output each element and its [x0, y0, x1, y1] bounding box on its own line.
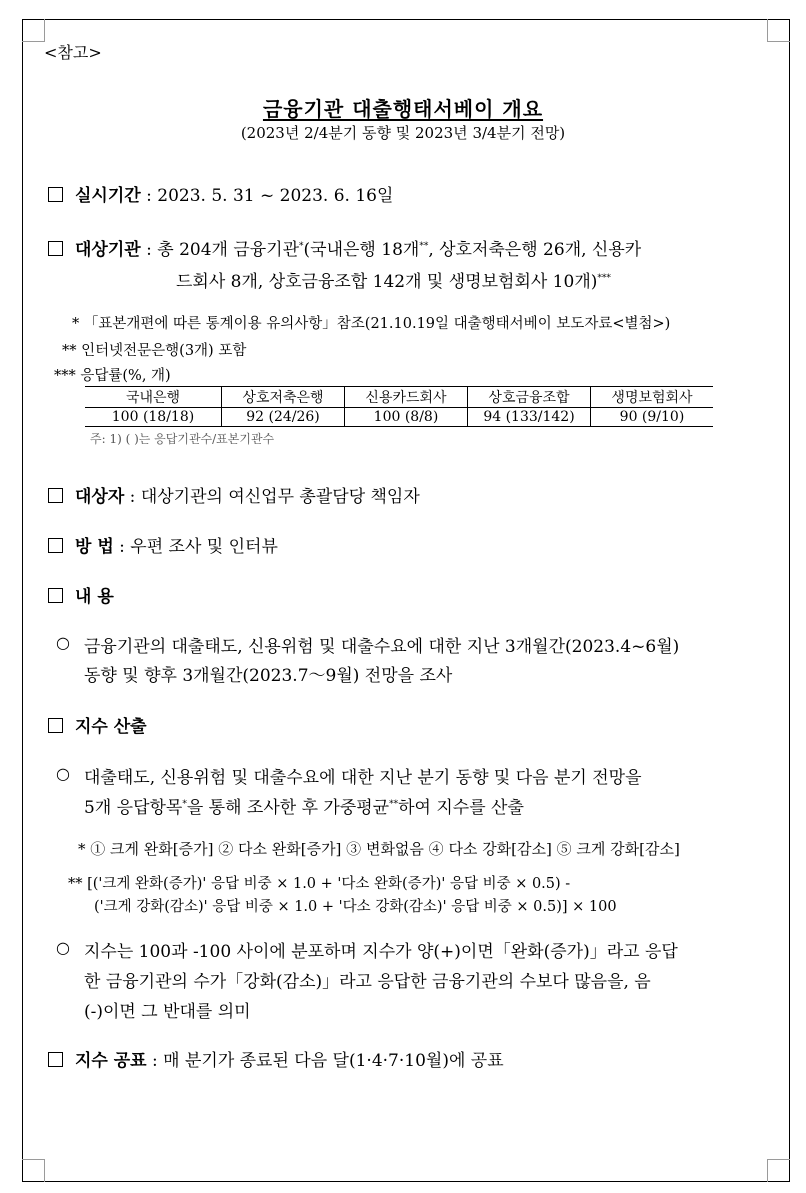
index-note-2-line2: ('크게 강화(감소)' 응답 비중 × 1.0 + '다소 강화(감소)' 응답 비중 × 0.5)] × 100	[94, 899, 617, 915]
document-title: 금융기관 대출행태서베이 개요	[262, 97, 544, 121]
section-label: 지수 공표	[75, 1051, 147, 1071]
section-label: 방 법	[75, 537, 114, 557]
table-header: 상호금융조합	[468, 387, 591, 408]
section-respondent: 대상자 : 대상기관의 여신업무 총괄담당 책임자	[48, 482, 420, 507]
checkbox-icon	[48, 488, 63, 503]
table-header: 생명보험회사	[591, 387, 714, 408]
bullet-icon: ○	[56, 633, 70, 652]
table-header: 신용카드회사	[345, 387, 468, 408]
bullet-icon: ○	[56, 938, 70, 957]
content-line2: 동향 및 향후 3개월간(2023.7～9월) 전망을 조사	[84, 666, 453, 686]
index-p2-line3: (-)이면 그 반대를 의미	[84, 1002, 251, 1022]
index-p2-line1: 지수는 100과 -100 사이에 분포하며 지수가 양(+)이면「완화(증가)」라고 응답	[84, 942, 678, 962]
index-note-2: ** [('크게 완화(증가)' 응답 비중 × 1.0 + '다소 완화(증가)' 응답 비중 × 0.5) -	[68, 876, 571, 892]
table-cell: 94 (133/142)	[468, 408, 591, 427]
table-header: 상호저축은행	[222, 387, 345, 408]
checkbox-icon	[48, 718, 63, 733]
separator: :	[140, 186, 158, 206]
corner-mark	[767, 19, 790, 42]
section-index-calc	[48, 712, 147, 737]
table-cell: 92 (24/26)	[222, 408, 345, 427]
table-row	[85, 408, 713, 427]
section-content	[48, 582, 114, 607]
table-header: 국내은행	[85, 387, 222, 408]
document-subtitle: (2023년 2/4분기 동향 및 2023년 3/4분기 전망)	[240, 124, 566, 142]
corner-mark	[767, 1159, 790, 1182]
table-cell: 100 (18/18)	[85, 408, 222, 427]
section-period	[48, 181, 393, 206]
table-cell: 90 (9/10)	[591, 408, 714, 427]
section-label: 대상자	[75, 487, 125, 507]
index-note-1: * ① 크게 완화[증가] ② 다소 완화[증가] ③ 변화없음 ④ 다소 강화[감소] ⑤ 크게 강화[감소]	[78, 840, 680, 858]
response-rate-table	[85, 386, 713, 427]
index-p2-line2: 한 금융기관의 수가「강화(감소)」라고 응답한 금융기관의 수보다 많음을, 음	[84, 972, 651, 992]
section-method: 방 법 : 우편 조사 및 인터뷰	[48, 532, 278, 557]
section-label: 지수 산출	[75, 717, 147, 737]
index-line1: 대출태도, 신용위험 및 대출수요에 대한 지난 분기 동향 및 다음 분기 전망을	[84, 768, 642, 788]
index-line2: 5개 응답항목*을 통해 조사한 후 가중평균**하여 지수를 산출	[84, 798, 524, 818]
section-target: 대상기관 : 총 204개 금융기관*(국내은행 18개**, 상호저축은행 26개, 신용카	[48, 235, 641, 260]
section-label: 내 용	[75, 587, 114, 607]
checkbox-icon	[48, 1052, 63, 1067]
table-footnote: 주: 1) ( )는 응답기관수/표본기관수	[90, 432, 275, 446]
checkbox-icon	[48, 187, 63, 202]
checkbox-icon	[48, 241, 63, 256]
corner-mark	[22, 19, 45, 42]
checkbox-icon	[48, 538, 63, 553]
note-2: ** 인터넷전문은행(3개) 포함	[62, 343, 247, 359]
table-cell: 100 (8/8)	[345, 408, 468, 427]
table-header-row	[85, 387, 713, 408]
reference-label: <참고>	[44, 43, 102, 62]
corner-mark	[22, 1159, 45, 1182]
note-3: *** 응답률(%, 개)	[54, 368, 171, 384]
section-label: 대상기관	[75, 240, 141, 260]
period-value: 2023. 5. 31 ~ 2023. 6. 16일	[157, 186, 394, 206]
section-label: 실시기간	[75, 186, 141, 206]
section-publish: 지수 공표 : 매 분기가 종료된 다음 달(1·4·7·10월)에 공표	[48, 1046, 504, 1071]
target-line2: 드회사 8개, 상호금융조합 142개 및 생명보험회사 10개)***	[176, 272, 611, 292]
note-1: * 「표본개편에 따른 통계이용 유의사항」참조(21.10.19일 대출행태서베이 보도자료<별첨>)	[72, 316, 671, 332]
bullet-icon: ○	[56, 764, 70, 783]
content-line1: 금융기관의 대출태도, 신용위험 및 대출수요에 대한 지난 3개월간(2023.4~6월)	[84, 637, 680, 657]
checkbox-icon	[48, 588, 63, 603]
